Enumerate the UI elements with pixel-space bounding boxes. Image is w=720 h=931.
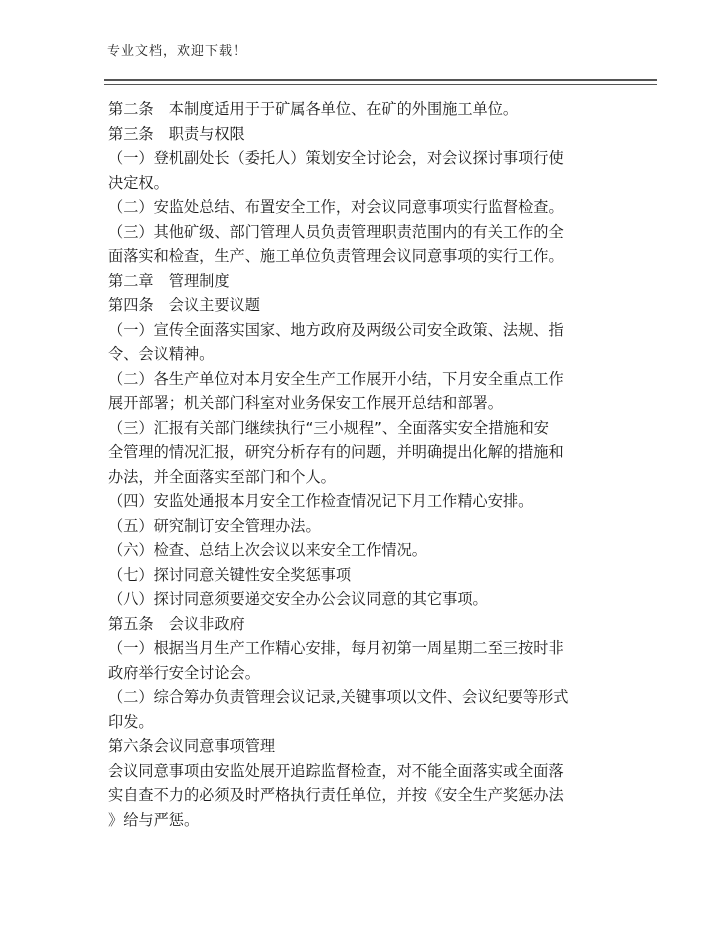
text-line: （二）各生产单位对本月安全生产工作展开小结，下月安全重点工作 (108, 369, 564, 388)
text-line: （五）研究制订安全管理办法。 (108, 516, 321, 535)
text-line: 第五条 会议非政府 (108, 614, 245, 633)
text-line: 决定权。 (108, 173, 169, 192)
text-line: 全管理的情况汇报，研究分析存有的问题，并明确提出化解的措施和 (108, 443, 564, 461)
page-header: 专业文档，欢迎下载！ (107, 44, 248, 59)
text-line: 第三条 职责与权限 (108, 124, 245, 143)
text-line: 会议同意事项由安监处展开追踪监督检查，对不能全面落实或全面落 (108, 761, 564, 780)
text-line: 第二章 管理制度 (108, 271, 230, 290)
text-line: （八）探讨同意须要递交安全办公会议同意的其它事项。 (108, 590, 488, 608)
text-line: 第二条 本制度适用于于矿属各单位、在矿的外围施工单位。 (108, 100, 519, 118)
text-line: （四）安监处通报本月安全工作检查情况记下月工作精心安排。 (108, 492, 534, 510)
header-rule-thin (104, 84, 657, 85)
text-line: 第四条 会议主要议题 (108, 296, 260, 314)
text-line: （三）其他矿级、部门管理人员负责管理职责范围内的有关工作的全 (108, 222, 564, 241)
text-line: 令、会议精神。 (108, 345, 215, 363)
text-line: （一）登机副处长（委托人）策划安全讨论会，对会议探讨事项行使 (108, 149, 564, 167)
text-line: （二）综合筹办负责管理会议记录,关键事项以文件、会议纪要等形式 (108, 688, 569, 706)
text-line: （二）安监处总结、布置安全工作，对会议同意事项实行监督检查。 (108, 198, 564, 216)
document-body (108, 97, 613, 832)
text-line: 政府举行安全讨论会。 (108, 663, 260, 682)
text-line: 印发。 (108, 712, 154, 731)
text-line: 第六条会议同意事项管理 (108, 737, 276, 755)
text-line: （三）汇报有关部门继续执行“三小规程”、全面落实安全措施和安 (108, 418, 549, 437)
text-line: 面落实和检查，生产、施工单位负责管理会议同意事项的实行工作。 (108, 247, 564, 265)
text-line: 》给与严惩。 (108, 810, 200, 829)
text-line: 实自查不力的必须及时严格执行责任单位，并按《安全生产奖惩办法 (108, 786, 564, 804)
text-line: （七）探讨同意关键性安全奖惩事项 (108, 565, 351, 584)
text-line: 办法，并全面落实至部门和个人。 (108, 467, 336, 486)
header-rule-thick (104, 79, 657, 81)
text-line: （一）宣传全面落实国家、地方政府及两级公司安全政策、法规、指 (108, 320, 564, 339)
text-line: （一）根据当月生产工作精心安排，每月初第一周星期二至三按时非 (108, 639, 564, 657)
text-line: 展开部署；机关部门科室对业务保安工作展开总结和部署。 (108, 394, 503, 412)
text-line: （六）检查、总结上次会议以来安全工作情况。 (108, 541, 427, 559)
